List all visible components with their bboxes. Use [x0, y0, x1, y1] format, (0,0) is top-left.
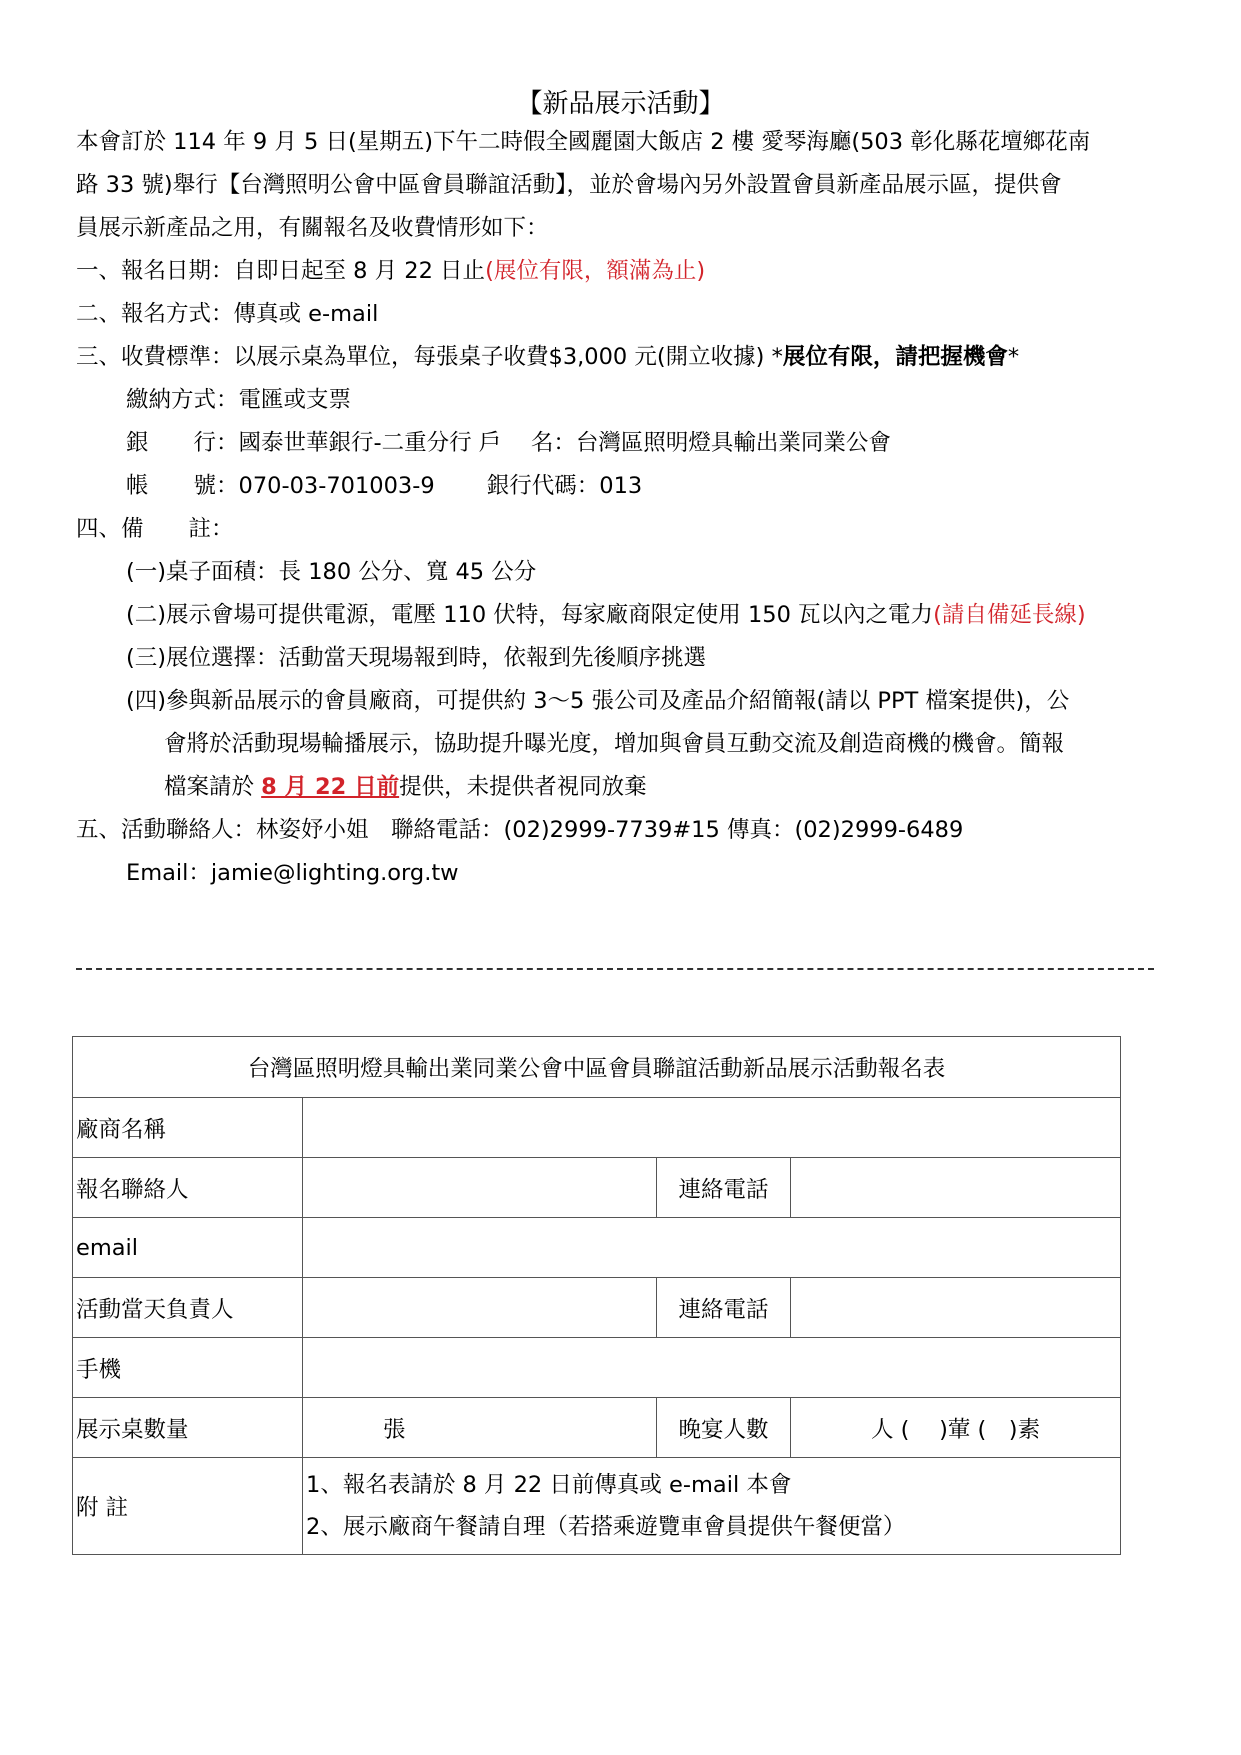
contact-phone-field[interactable] — [791, 1158, 1121, 1218]
remark-presentation-1: (四)參與新品展示的會員廠商，可提供約 3～5 張公司及產品介紹簡報(請以 PPT 檔案提供)，公 — [126, 688, 1070, 714]
email-label: email — [73, 1218, 303, 1278]
item-contact: 五、活動聯絡人：林姿妤小姐 聯絡電話：(02)2999-7739#15 傳真：(02)2999-6489 — [76, 817, 964, 843]
fee-standard-emphasis: 展位有限，請把握機會 — [782, 344, 1008, 370]
remark-presentation-3 — [164, 767, 647, 807]
company-name-label: 廠商名稱 — [73, 1098, 303, 1158]
form-note-1: 1、報名表請於 8 月 22 日前傳真或 e-mail 本會 — [306, 1472, 792, 1498]
item-registration-method: 二、報名方式：傳真或 e-mail — [76, 301, 379, 327]
remark-booth-selection: (三)展位選擇：活動當天現場報到時，依報到先後順序挑選 — [126, 645, 707, 671]
table-count-label: 展示桌數量 — [73, 1398, 303, 1458]
remark-power — [126, 595, 1086, 635]
item-registration-date-text: 一、報名日期：自即日起至 8 月 22 日止 — [76, 258, 486, 284]
cut-line-divider — [76, 968, 1154, 970]
company-name-field[interactable] — [303, 1098, 1121, 1158]
table-count-field[interactable] — [303, 1398, 657, 1458]
mobile-field[interactable] — [303, 1338, 1121, 1398]
day-manager-phone-field[interactable] — [791, 1278, 1121, 1338]
form-note-2: 2、展示廠商午餐請自理（若搭乘遊覽車會員提供午餐便當） — [306, 1514, 906, 1540]
contact-email: Email：jamie@lighting.org.tw — [126, 860, 459, 886]
table-count-unit: 張 — [383, 1416, 406, 1443]
extension-cord-note: (請自備延長線) — [933, 602, 1086, 628]
email-field[interactable] — [303, 1218, 1121, 1278]
day-manager-phone-label: 連絡電話 — [657, 1278, 791, 1338]
day-manager-field[interactable] — [303, 1278, 657, 1338]
page-title: 【新品展示活動】 — [516, 89, 725, 119]
intro-line-3: 員展示新產品之用，有關報名及收費情形如下： — [76, 215, 549, 241]
fee-standard-end: * — [1007, 344, 1020, 370]
remark-power-text: (二)展示會場可提供電源，電壓 110 伏特，每家廠商限定使用 150 瓦以內之電力 — [126, 602, 934, 628]
item-remarks: 四、備 註： — [76, 516, 234, 542]
limited-spots-note: (展位有限，額滿為止) — [485, 258, 706, 284]
mobile-label: 手機 — [73, 1338, 303, 1398]
contact-person-field[interactable] — [303, 1158, 657, 1218]
dinner-count-units: 人 ( )葷 ( )素 — [871, 1416, 1041, 1443]
day-manager-label: 活動當天負責人 — [73, 1278, 303, 1338]
presentation-deadline-suffix: 提供，未提供者視同放棄 — [399, 774, 647, 800]
remark-presentation-2: 會將於活動現場輪播展示，協助提升曝光度，增加與會員互動交流及創造商機的機會。簡報 — [164, 731, 1065, 757]
presentation-deadline-prefix: 檔案請於 — [164, 774, 262, 800]
item-fee-standard — [76, 337, 1019, 377]
payment-method: 繳納方式：電匯或支票 — [126, 387, 352, 413]
form-title: 台灣區照明燈具輸出業同業公會中區會員聯誼活動新品展示活動報名表 — [73, 1037, 1121, 1098]
form-notes — [303, 1458, 1121, 1555]
contact-phone-label: 連絡電話 — [657, 1158, 791, 1218]
presentation-deadline: 8 月 22 日前 — [261, 774, 400, 800]
item-registration-date — [76, 251, 705, 291]
account-info: 帳 號：070-03-701003-9 銀行代碼：013 — [126, 473, 643, 499]
intro-line-2: 路 33 號)舉行【台灣照明公會中區會員聯誼活動】，並於會場內另外設置會員新產品展示區，提供會 — [76, 172, 1062, 198]
remark-table-size: (一)桌子面積：長 180 公分、寬 45 公分 — [126, 559, 537, 585]
dinner-count-label: 晚宴人數 — [657, 1398, 791, 1458]
bank-info: 銀 行：國泰世華銀行-二重分行 戶 名：台灣區照明燈具輸出業同業公會 — [126, 430, 891, 456]
dinner-count-field[interactable] — [791, 1398, 1121, 1458]
fee-standard-text: 三、收費標準：以展示桌為單位，每張桌子收費$3,000 元(開立收據) * — [76, 344, 783, 370]
intro-line-1: 本會訂於 114 年 9 月 5 日(星期五)下午二時假全國麗園大飯店 2 樓 愛琴海廳(503 彰化縣花壇鄉花南 — [76, 129, 1091, 155]
form-notes-label: 附 註 — [73, 1458, 303, 1555]
registration-form — [72, 1036, 1121, 1555]
contact-person-label: 報名聯絡人 — [73, 1158, 303, 1218]
